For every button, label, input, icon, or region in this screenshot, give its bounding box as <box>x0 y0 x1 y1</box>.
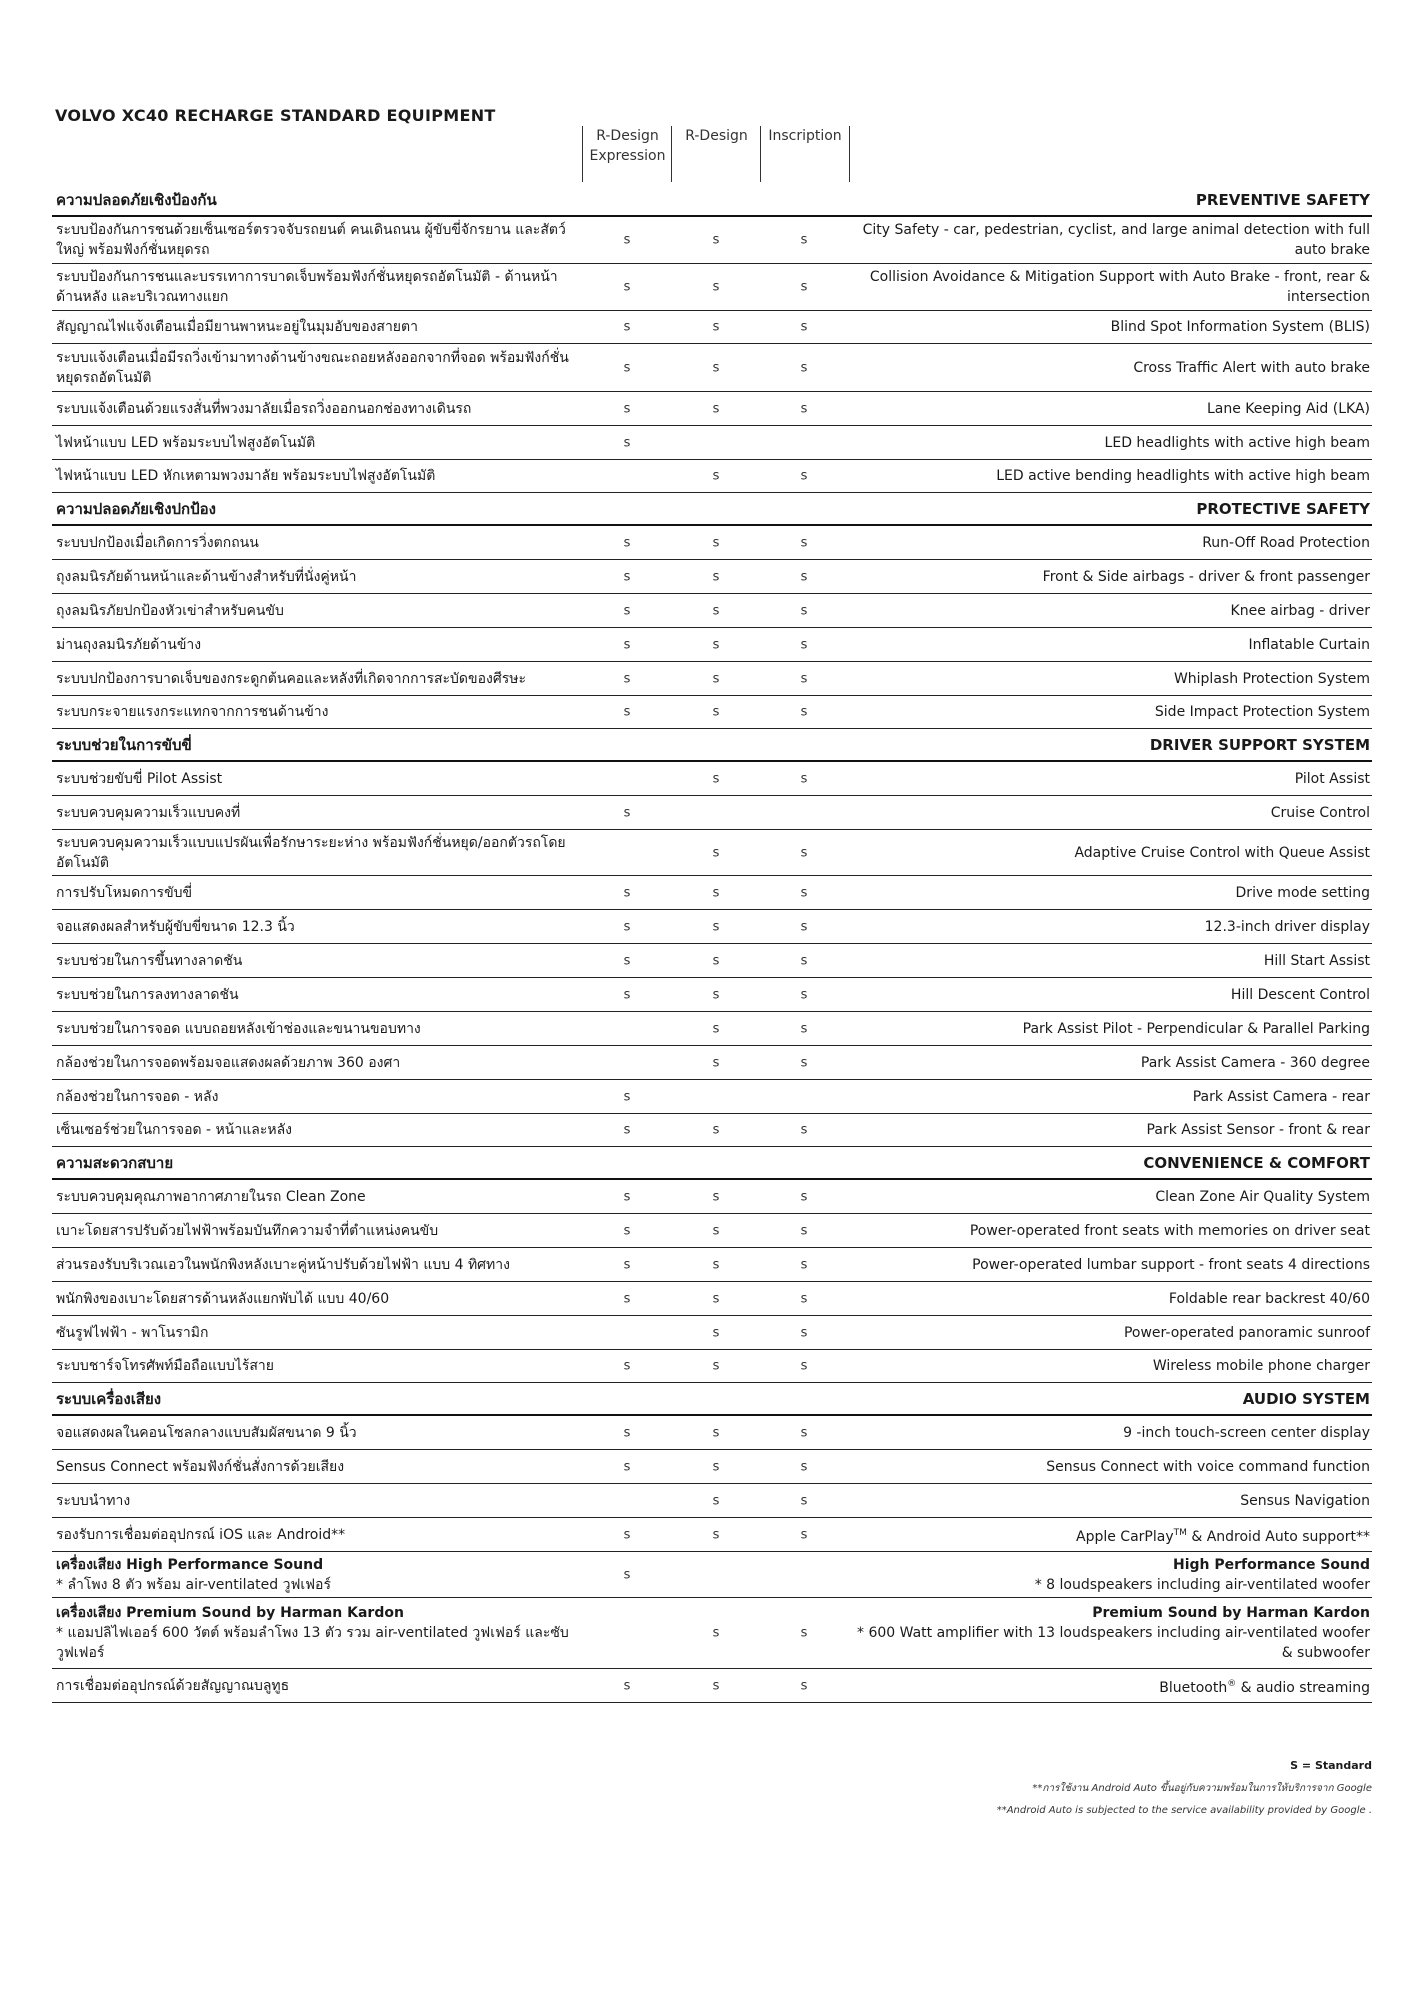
feature-name-thai: ระบบช่วยในการจอด แบบถอยหลังเข้าช่องและขนานขอบทาง <box>56 1020 421 1037</box>
standard-mark-col3: s <box>800 1189 808 1204</box>
feature-name-thai: ถุงลมนิรภัยด้านหน้าและด้านข้างสำหรับที่นั่งคู่หน้า <box>56 568 357 585</box>
standard-mark-col1: s <box>623 1291 631 1306</box>
feature-name-english: Power-operated lumbar support - front seats 4 directions <box>972 1256 1370 1273</box>
table-row <box>52 1282 1372 1316</box>
feature-name-english: Sensus Connect with voice command function <box>1046 1458 1370 1475</box>
column-header-r-design <box>671 126 761 182</box>
section-title-thai: ระบบช่วยในการขับขี่ <box>56 735 192 754</box>
standard-mark-col3: s <box>800 953 808 968</box>
table-row <box>52 1350 1372 1383</box>
feature-name-english: Hill Start Assist <box>1263 952 1370 969</box>
feature-detail-english: * 600 Watt amplifier with 13 loudspeakers including air-ventilated woofer & subwoofer <box>857 1625 1370 1661</box>
standard-mark-col2: s <box>712 1493 720 1508</box>
feature-name-english: Whiplash Protection System <box>1173 670 1370 687</box>
feature-name-thai: จอแสดงผลสำหรับผู้ขับขี่ขนาด 12.3 นิ้ว <box>56 918 295 935</box>
feature-name-thai: ไฟหน้าแบบ LED พร้อมระบบไฟสูงอัตโนมัติ <box>56 434 316 451</box>
feature-name-thai: จอแสดงผลในคอนโซลกลางแบบสัมผัสขนาด 9 นิ้ว <box>56 1424 357 1441</box>
standard-mark-col1: s <box>623 279 631 295</box>
standard-mark-col2: s <box>712 953 720 968</box>
standard-mark-col2: s <box>712 771 720 786</box>
standard-mark-col2: s <box>712 1459 720 1474</box>
feature-name-english <box>850 1523 1370 1547</box>
standard-mark-col1: s <box>623 1257 631 1272</box>
feature-name-english: Cruise Control <box>1270 804 1370 821</box>
footnote-english: **Android Auto is subjected to the service availability provided by Google . <box>996 1805 1372 1816</box>
table-row <box>52 1316 1372 1350</box>
standard-mark-col3: s <box>800 885 808 900</box>
standard-mark-col2: s <box>712 885 720 900</box>
standard-mark-col1: s <box>623 360 631 375</box>
standard-mark-col3: s <box>800 1325 808 1340</box>
table-row <box>52 460 1372 493</box>
feature-name-thai: ม่านถุงลมนิรภัยด้านข้าง <box>56 636 202 653</box>
standard-mark-col3: s <box>800 1459 808 1474</box>
page-title: VOLVO XC40 RECHARGE STANDARD EQUIPMENT <box>55 106 496 125</box>
feature-detail-english: * 8 loudspeakers including air-ventilated woofer <box>1034 1576 1370 1593</box>
feature-name-english: Cross Traffic Alert with auto brake <box>1133 359 1370 376</box>
standard-mark-col2: s <box>712 603 720 618</box>
feature-name-english: Blind Spot Information System (BLIS) <box>1110 319 1370 335</box>
standard-mark-col3: s <box>800 603 808 618</box>
standard-mark-col2: s <box>712 1527 720 1542</box>
standard-mark-col3: s <box>800 569 808 584</box>
table-row <box>52 1484 1372 1518</box>
feature-name-english: 9 -inch touch-screen center display <box>1123 1424 1370 1441</box>
feature-name-english: 12.3-inch driver display <box>1204 918 1370 935</box>
section-header-row <box>52 1147 1372 1180</box>
feature-name-english: Park Assist Sensor - front & rear <box>1146 1122 1370 1138</box>
feature-name-thai: ซันรูฟไฟฟ้า - พาโนรามิก <box>56 1324 209 1341</box>
section-title-thai: ความสะดวกสบาย <box>56 1153 174 1172</box>
trademark-superscript: TM <box>1173 1527 1187 1538</box>
standard-mark-col3: s <box>800 987 808 1002</box>
standard-mark-col3: s <box>800 1257 808 1272</box>
feature-name-english: Front & Side airbags - driver & front passenger <box>1042 568 1370 585</box>
standard-mark-col1: s <box>623 1567 631 1582</box>
standard-mark-col2: s <box>712 1055 720 1070</box>
standard-mark-col2: s <box>712 1122 720 1138</box>
standard-mark-col1: s <box>623 535 631 550</box>
table-row <box>52 1080 1372 1114</box>
feature-name-thai: ระบบป้องกันการชนด้วยเซ็นเซอร์ตรวจจับรถยนต์ คนเดินถนน ผู้ขับขี่จักรยาน และสัตว์ใหญ่ พร้อมฟังก์ชั่นหยุดรถ <box>56 222 566 258</box>
feature-name-thai: Sensus Connect พร้อมฟังก์ชั่นสั่งการด้วยเสียง <box>56 1458 345 1475</box>
section-title-thai: ความปลอดภัยเชิงปกป้อง <box>56 499 216 518</box>
standard-mark-col1: s <box>623 1678 631 1693</box>
standard-mark-col3: s <box>800 1678 808 1693</box>
feature-name-thai: รองรับการเชื่อมต่ออุปกรณ์ iOS และ Android** <box>56 1526 346 1543</box>
feature-name-english: Wireless mobile phone charger <box>1152 1358 1370 1374</box>
feature-name-thai: กล้องช่วยในการจอด - หลัง <box>56 1088 219 1105</box>
feature-name-english: Adaptive Cruise Control with Queue Assist <box>1074 844 1370 861</box>
feature-name-thai: ระบบช่วยขับขี่ Pilot Assist <box>56 770 223 787</box>
table-row <box>52 628 1372 662</box>
column-header-line1: Inscription <box>768 128 842 144</box>
feature-name-english: Power-operated panoramic sunroof <box>1123 1324 1370 1341</box>
table-row <box>52 264 1372 311</box>
feature-name-thai: ระบบแจ้งเตือนด้วยแรงสั่นที่พวงมาลัยเมื่อรถวิ่งออกนอกช่องทางเดินรถ <box>56 400 472 417</box>
standard-mark-col3: s <box>800 1527 808 1542</box>
standard-mark-col1: s <box>623 1223 631 1238</box>
standard-mark-col3: s <box>800 919 808 934</box>
table-row <box>52 1180 1372 1214</box>
feature-name-thai: ระบบปกป้องการบาดเจ็บของกระดูกต้นคอและหลังที่เกิดจากการสะบัดของศีรษะ <box>56 670 526 687</box>
table-row <box>52 1012 1372 1046</box>
feature-name-thai: ระบบนำทาง <box>56 1492 131 1509</box>
feature-detail-thai: * แอมปลิไฟเออร์ 600 วัตต์ พร้อมลำโพง 13 ตัว รวม air-ventilated วูฟเฟอร์ และซับวูฟเฟอร์ <box>56 1625 569 1661</box>
standard-mark-col3: s <box>800 1625 808 1641</box>
feature-name-thai: ระบบควบคุมความเร็วแบบแปรผันเพื่อรักษาระยะห่าง พร้อมฟังก์ชั่นหยุด/ออกตัวรถโดยอัตโนมัติ <box>56 834 566 871</box>
standard-mark-col1: s <box>623 637 631 652</box>
feature-name-thai: ระบบช่วยในการลงทางลาดชัน <box>56 986 239 1003</box>
feature-name-english <box>850 1555 1370 1595</box>
standard-mark-col1: s <box>623 1122 631 1138</box>
standard-mark-col1: s <box>623 885 631 900</box>
feature-name-thai: เซ็นเซอร์ช่วยในการจอด - หน้าและหลัง <box>56 1122 292 1138</box>
feature-name-english: Knee airbag - driver <box>1230 602 1370 619</box>
table-row <box>52 426 1372 460</box>
feature-name-thai: ส่วนรองรับบริเวณเอวในพนักพิงหลังเบาะคู่หน้าปรับด้วยไฟฟ้า แบบ 4 ทิศทาง <box>56 1256 510 1273</box>
feature-name-thai <box>56 1555 576 1595</box>
table-row <box>52 910 1372 944</box>
standard-mark-col2: s <box>712 1325 720 1340</box>
standard-mark-col2: s <box>712 1291 720 1306</box>
feature-name-english <box>850 1674 1370 1698</box>
feature-name-english: Hill Descent Control <box>1230 986 1370 1003</box>
table-row <box>52 1598 1372 1669</box>
feature-name-english: Side Impact Protection System <box>1154 704 1370 720</box>
standard-mark-col3: s <box>800 279 808 295</box>
section-header-row <box>52 184 1372 217</box>
table-row <box>52 311 1372 344</box>
feature-name-thai: ไฟหน้าแบบ LED หักเหตามพวงมาลัย พร้อมระบบไฟสูงอัตโนมัติ <box>56 468 436 484</box>
feature-name-thai: ระบบชาร์จโทรศัพท์มือถือแบบไร้สาย <box>56 1358 274 1374</box>
standard-mark-col3: s <box>800 845 808 860</box>
feature-name-english: City Safety - car, pedestrian, cyclist, and large animal detection with full auto brake <box>862 222 1370 258</box>
standard-mark-col3: s <box>800 232 808 248</box>
feature-name-english: Foldable rear backrest 40/60 <box>1168 1290 1370 1307</box>
footnote-thai: **การใช้งาน Android Auto ขึ้นอยู่กับความพร้อมในการให้บริการจาก Google <box>1032 1783 1372 1794</box>
standard-mark-col2: s <box>712 1021 720 1036</box>
table-row <box>52 1518 1372 1552</box>
section-header-row <box>52 1383 1372 1416</box>
section-header-row <box>52 493 1372 526</box>
standard-mark-col2: s <box>712 569 720 584</box>
standard-mark-col3: s <box>800 1493 808 1508</box>
standard-mark-col1: s <box>623 1425 631 1440</box>
section-title-thai: ระบบเครื่องเสียง <box>56 1389 162 1408</box>
standard-mark-col1: s <box>623 704 631 720</box>
standard-mark-col2: s <box>712 401 720 416</box>
table-row <box>52 1248 1372 1282</box>
feature-name-english-tail: & Android Auto support** <box>1186 1528 1370 1545</box>
section-header-row <box>52 729 1372 762</box>
legend-standard: S = Standard <box>1290 1759 1372 1772</box>
standard-mark-col1: s <box>623 603 631 618</box>
standard-mark-col3: s <box>800 360 808 375</box>
standard-mark-col3: s <box>800 535 808 550</box>
standard-mark-col1: s <box>623 435 631 450</box>
feature-name-english: Park Assist Pilot - Perpendicular & Parallel Parking <box>1022 1020 1370 1037</box>
feature-name-english: Power-operated front seats with memories on driver seat <box>969 1222 1370 1239</box>
standard-mark-col2: s <box>712 360 720 375</box>
feature-name-thai-bold: เครื่องเสียง High Performance Sound <box>56 1556 324 1573</box>
feature-name-english: Lane Keeping Aid (LKA) <box>1206 400 1370 417</box>
standard-mark-col2: s <box>712 1223 720 1238</box>
standard-mark-col2: s <box>712 1678 720 1693</box>
standard-mark-col2: s <box>712 468 720 484</box>
feature-name-english: LED active bending headlights with active high beam <box>996 468 1370 484</box>
feature-name-english: Sensus Navigation <box>1240 1492 1370 1509</box>
feature-name-thai: เบาะโดยสารปรับด้วยไฟฟ้าพร้อมบันทึกความจำที่ตำแหน่งคนขับ <box>56 1222 439 1239</box>
standard-mark-col3: s <box>800 1021 808 1036</box>
feature-name-thai: ระบบกระจายแรงกระแทกจากการชนด้านข้าง <box>56 704 329 720</box>
standard-mark-col3: s <box>800 1291 808 1306</box>
table-row <box>52 1450 1372 1484</box>
feature-name-thai: ระบบช่วยในการขึ้นทางลาดชัน <box>56 952 243 969</box>
table-row <box>52 217 1372 264</box>
feature-name-thai: ระบบควบคุมคุณภาพอากาศภายในรถ Clean Zone <box>56 1188 366 1205</box>
feature-name-english: Drive mode setting <box>1235 884 1370 901</box>
table-row <box>52 594 1372 628</box>
section-title-thai: ความปลอดภัยเชิงป้องกัน <box>56 190 217 209</box>
standard-mark-col1: s <box>623 319 631 335</box>
standard-mark-col3: s <box>800 1055 808 1070</box>
feature-name-english: LED headlights with active high beam <box>1104 434 1370 451</box>
standard-mark-col2: s <box>712 1625 720 1641</box>
table-row <box>52 1416 1372 1450</box>
standard-mark-col3: s <box>800 704 808 720</box>
standard-mark-col3: s <box>800 401 808 416</box>
feature-name-thai: การเชื่อมต่ออุปกรณ์ด้วยสัญญาณบลูทูธ <box>56 1677 290 1694</box>
feature-name-thai <box>56 1603 576 1663</box>
standard-mark-col2: s <box>712 535 720 550</box>
table-row <box>52 830 1372 876</box>
column-header-line1: R-Design <box>596 128 659 144</box>
feature-name-english-bold: Premium Sound by Harman Kardon <box>1092 1605 1370 1621</box>
standard-mark-col1: s <box>623 1527 631 1542</box>
standard-mark-col2: s <box>712 919 720 934</box>
table-row <box>52 944 1372 978</box>
feature-name-thai: การปรับโหมดการขับขี่ <box>56 884 193 901</box>
standard-mark-col2: s <box>712 1358 720 1374</box>
standard-mark-col3: s <box>800 319 808 335</box>
table-row <box>52 1669 1372 1703</box>
standard-mark-col2: s <box>712 1425 720 1440</box>
standard-mark-col3: s <box>800 671 808 686</box>
equipment-table <box>52 184 1372 1703</box>
standard-mark-col1: s <box>623 919 631 934</box>
feature-detail-thai: * ลำโพง 8 ตัว พร้อม air-ventilated วูฟเฟอร์ <box>56 1576 331 1593</box>
feature-name-english: Park Assist Camera - 360 degree <box>1140 1054 1370 1071</box>
standard-mark-col2: s <box>712 279 720 295</box>
column-header-inscription <box>760 126 850 182</box>
table-row <box>52 876 1372 910</box>
table-row <box>52 796 1372 830</box>
standard-mark-col3: s <box>800 468 808 484</box>
column-header-line1: R-Design <box>685 128 748 144</box>
standard-mark-col2: s <box>712 845 720 860</box>
column-header-line2: Expression <box>589 148 666 164</box>
standard-mark-col2: s <box>712 1257 720 1272</box>
standard-mark-col3: s <box>800 1122 808 1138</box>
standard-mark-col1: s <box>623 1089 631 1104</box>
feature-name-english: Run-Off Road Protection <box>1202 534 1370 551</box>
feature-name-english: Clean Zone Air Quality System <box>1155 1188 1370 1205</box>
table-row <box>52 762 1372 796</box>
standard-mark-col3: s <box>800 1425 808 1440</box>
table-row <box>52 1552 1372 1598</box>
section-title-english: DRIVER SUPPORT SYSTEM <box>1149 735 1370 754</box>
standard-mark-col3: s <box>800 1358 808 1374</box>
feature-name-english: Pilot Assist <box>1294 770 1370 787</box>
feature-name-thai: สัญญาณไฟแจ้งเตือนเมื่อมียานพาหนะอยู่ในมุมอับของสายตา <box>56 319 418 335</box>
table-row <box>52 526 1372 560</box>
table-row <box>52 696 1372 729</box>
section-title-english: CONVENIENCE & COMFORT <box>1143 1153 1370 1172</box>
feature-name-english: Inflatable Curtain <box>1248 636 1370 653</box>
standard-mark-col2: s <box>712 637 720 652</box>
feature-name-english-main: Bluetooth <box>1159 1679 1228 1696</box>
feature-name-english-tail: & audio streaming <box>1236 1679 1370 1696</box>
feature-name-thai: ระบบควบคุมความเร็วแบบคงที่ <box>56 804 241 821</box>
table-row <box>52 1114 1372 1147</box>
table-row <box>52 1046 1372 1080</box>
feature-name-thai: ระบบปกป้องเมื่อเกิดการวิ่งตกถนน <box>56 534 259 551</box>
table-row <box>52 560 1372 594</box>
standard-mark-col2: s <box>712 704 720 720</box>
feature-name-thai: ระบบป้องกันการชนและบรรเทาการบาดเจ็บพร้อมฟังก์ชั่นหยุดรถอัตโนมัติ - ด้านหน้า ด้านหลัง และบริเวณทางแยก <box>56 269 558 305</box>
table-row <box>52 344 1372 392</box>
standard-mark-col1: s <box>623 671 631 686</box>
standard-mark-col1: s <box>623 1459 631 1474</box>
standard-mark-col2: s <box>712 1189 720 1204</box>
standard-mark-col1: s <box>623 569 631 584</box>
feature-name-english <box>850 1603 1370 1663</box>
feature-name-english-main: Apple CarPlay <box>1076 1528 1174 1545</box>
standard-mark-col2: s <box>712 232 720 248</box>
feature-name-thai: ถุงลมนิรภัยปกป้องหัวเข่าสำหรับคนขับ <box>56 602 284 619</box>
table-row <box>52 978 1372 1012</box>
feature-name-english: Collision Avoidance & Mitigation Support with Auto Brake - front, rear & intersection <box>869 269 1370 305</box>
standard-mark-col1: s <box>623 987 631 1002</box>
standard-mark-col3: s <box>800 771 808 786</box>
trademark-superscript: ® <box>1227 1678 1237 1689</box>
column-header-r-design-expression <box>582 126 672 182</box>
standard-mark-col1: s <box>623 805 631 820</box>
standard-mark-col2: s <box>712 319 720 335</box>
standard-mark-col1: s <box>623 953 631 968</box>
standard-mark-col1: s <box>623 1358 631 1374</box>
feature-name-english: Park Assist Camera - rear <box>1192 1088 1370 1105</box>
standard-mark-col1: s <box>623 401 631 416</box>
section-title-english: AUDIO SYSTEM <box>1242 1389 1370 1408</box>
feature-name-thai: พนักพิงของเบาะโดยสารด้านหลังแยกพับได้ แบบ 40/60 <box>56 1290 390 1307</box>
feature-name-thai-bold: เครื่องเสียง Premium Sound by Harman Kardon <box>56 1605 404 1621</box>
feature-name-thai: กล้องช่วยในการจอดพร้อมจอแสดงผลด้วยภาพ 360 องศา <box>56 1054 401 1071</box>
table-row <box>52 662 1372 696</box>
standard-mark-col2: s <box>712 987 720 1002</box>
standard-mark-col2: s <box>712 671 720 686</box>
table-row <box>52 392 1372 426</box>
standard-mark-col1: s <box>623 1189 631 1204</box>
section-title-english: PREVENTIVE SAFETY <box>1195 190 1370 209</box>
section-title-english: PROTECTIVE SAFETY <box>1196 499 1370 518</box>
standard-mark-col3: s <box>800 1223 808 1238</box>
standard-mark-col3: s <box>800 637 808 652</box>
feature-name-english-bold: High Performance Sound <box>1173 1556 1370 1573</box>
feature-name-thai: ระบบแจ้งเตือนเมื่อมีรถวิ่งเข้ามาทางด้านข้างขณะถอยหลังออกจากที่จอด พร้อมฟังก์ชั่นหยุดรถอัตโนมัติ <box>56 349 569 386</box>
standard-mark-col1: s <box>623 232 631 248</box>
table-row <box>52 1214 1372 1248</box>
